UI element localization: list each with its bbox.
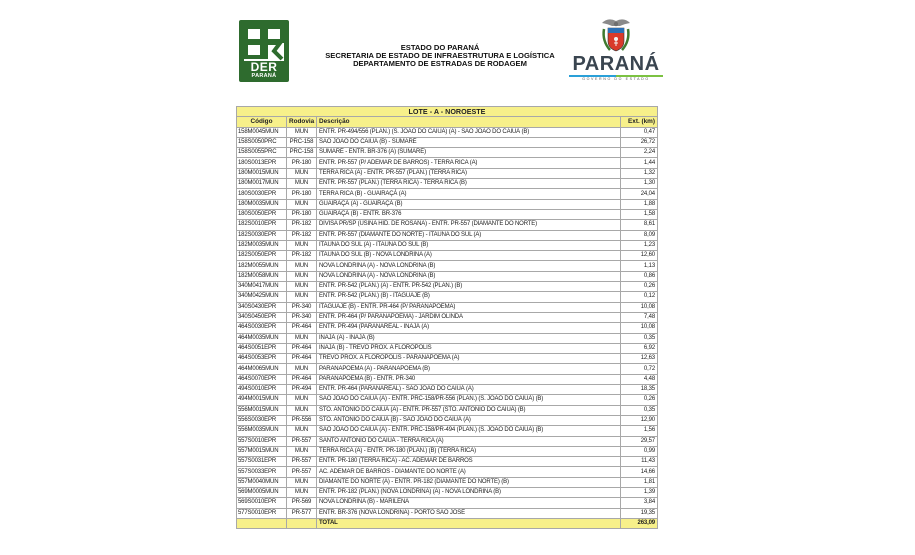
cell-codigo: 182S0010EPR — [237, 220, 287, 230]
cell-rodovia: MUN — [287, 271, 317, 281]
table-row — [237, 385, 658, 395]
cell-extensao: 1,58 — [621, 209, 658, 219]
cell-descricao: DIAMANTE DO NORTE (A) - ENTR. PR-182 (DIAMANTE DO NORTE) (B) — [317, 477, 621, 487]
cell-codigo: 557S0010EPR — [237, 436, 287, 446]
parana-government-logo — [566, 17, 666, 83]
cell-extensao: 0,35 — [621, 333, 658, 343]
cell-extensao: 11,43 — [621, 457, 658, 467]
cell-rodovia: MUN — [287, 446, 317, 456]
cell-extensao: 1,32 — [621, 168, 658, 178]
cell-descricao: TERRA RICA (A) - ENTR. PR-557 (PLAN.) (TERRA RICA) — [317, 168, 621, 178]
table-row — [237, 323, 658, 333]
cell-codigo: 158S0050PRC — [237, 137, 287, 147]
table-row — [237, 446, 658, 456]
cell-extensao: 1,56 — [621, 426, 658, 436]
cell-extensao: 26,72 — [621, 137, 658, 147]
cell-descricao: STO. ANTONIO DO CAIUÁ (B) - SÃO JOÃO DO CAIUÁ (A) — [317, 415, 621, 425]
cell-extensao: 24,04 — [621, 189, 658, 199]
cell-descricao: TREVO PRÓX. A FLORÓPOLIS - PARANAPOEMA (A) — [317, 354, 621, 364]
cell-codigo: 569M0005MUN — [237, 487, 287, 497]
cell-descricao: ENTR. PR-557 (DIAMANTE DO NORTE) - ITAÚNA DO SUL (A) — [317, 230, 621, 240]
cell-codigo: 464M0065MUN — [237, 364, 287, 374]
cell-codigo: 556M0015MUN — [237, 405, 287, 415]
cell-extensao: 1,30 — [621, 179, 658, 189]
cell-rodovia: MUN — [287, 364, 317, 374]
cell-codigo: 182S0050EPR — [237, 251, 287, 261]
cell-codigo: 180M0035MUN — [237, 199, 287, 209]
cell-extensao: 0,99 — [621, 446, 658, 456]
cell-rodovia: MUN — [287, 292, 317, 302]
cell-extensao: 0,12 — [621, 292, 658, 302]
cell-descricao: ENTR. PR-542 (PLAN.) (A) - ENTR. PR-542 (PLAN.) (B) — [317, 282, 621, 292]
cell-rodovia: PR-557 — [287, 467, 317, 477]
cell-extensao: 1,44 — [621, 158, 658, 168]
cell-descricao: ENTR. PR-182 (PLAN.) (NOVA LONDRINA) (A) - NOVA LONDRINA (B) — [317, 487, 621, 497]
cell-codigo: 340S0450EPR — [237, 312, 287, 322]
total-label: TOTAL — [317, 518, 621, 528]
cell-extensao: 10,08 — [621, 302, 658, 312]
cell-rodovia: PRC-158 — [287, 148, 317, 158]
lote-table — [236, 106, 658, 529]
cell-descricao: AC. ADEMAR DE BARROS - DIAMANTE DO NORTE (A) — [317, 467, 621, 477]
cell-extensao: 2,24 — [621, 148, 658, 158]
cell-extensao: 29,57 — [621, 436, 658, 446]
cell-codigo: 180M0015MUN — [237, 168, 287, 178]
cell-rodovia: MUN — [287, 395, 317, 405]
cell-descricao: DIVISA PR/SP (USINA HID. DE ROSANA) - ENTR. PR-557 (DIAMANTE DO NORTE) — [317, 220, 621, 230]
cell-rodovia: MUN — [287, 426, 317, 436]
cell-codigo: 556M0035MUN — [237, 426, 287, 436]
cell-codigo: 464S0070EPR — [237, 374, 287, 384]
table-row — [237, 426, 658, 436]
cell-codigo: 464S0051EPR — [237, 343, 287, 353]
der-logo-subtext: PARANÁ — [251, 73, 277, 79]
cell-rodovia: PR-494 — [287, 385, 317, 395]
header-line-department: DEPARTAMENTO DE ESTRADAS DE RODAGEM — [353, 58, 527, 68]
cell-descricao: INAJÁ (B) - TREVO PRÓX. A FLORÓPOLIS — [317, 343, 621, 353]
cell-extensao: 19,35 — [621, 508, 658, 518]
cell-descricao: ENTR. PR-180 (TERRA RICA) - AC. ADEMAR DE BARROS — [317, 457, 621, 467]
table-row — [237, 457, 658, 467]
cell-descricao: ITAÚNA DO SUL (A) - ITAÚNA DO SUL (B) — [317, 240, 621, 250]
cell-descricao: ITAGUAJÉ (B) - ENTR. PR-464 (P/ PARANAPOEMA) — [317, 302, 621, 312]
cell-rodovia: MUN — [287, 240, 317, 250]
table-row — [237, 302, 658, 312]
cell-descricao: ENTR. PR-464 (PARANAREAL) - SÃO JOÃO DO CAIUÁ (A) — [317, 385, 621, 395]
cell-rodovia: PR-340 — [287, 302, 317, 312]
table-row — [237, 127, 658, 137]
cell-extensao: 0,72 — [621, 364, 658, 374]
cell-rodovia: PR-577 — [287, 508, 317, 518]
column-header-codigo: Código — [237, 117, 287, 127]
table-row — [237, 199, 658, 209]
cell-descricao: TERRA RICA (A) - ENTR. PR-180 (PLAN.) (B) (TERRA RICA) — [317, 446, 621, 456]
table-row — [237, 405, 658, 415]
table-row — [237, 282, 658, 292]
document-header — [300, 44, 580, 67]
table-row — [237, 333, 658, 343]
cell-descricao: TERRA RICA (B) - GUAIRAÇÁ (A) — [317, 189, 621, 199]
column-header-extensao: Ext. (km) — [621, 117, 658, 127]
cell-rodovia: MUN — [287, 199, 317, 209]
cell-rodovia: PR-340 — [287, 312, 317, 322]
column-header-rodovia: Rodovia — [287, 117, 317, 127]
cell-rodovia: MUN — [287, 333, 317, 343]
table-title: LOTE - A - NOROESTE — [237, 107, 658, 117]
cell-rodovia: PR-180 — [287, 189, 317, 199]
cell-codigo: 340M0417MUN — [237, 282, 287, 292]
cell-extensao: 0,26 — [621, 395, 658, 405]
header-line-state: ESTADO DO PARANÁ — [400, 43, 480, 52]
cell-extensao: 12,60 — [621, 251, 658, 261]
cell-extensao: 4,48 — [621, 374, 658, 384]
cell-extensao: 10,08 — [621, 323, 658, 333]
table-row — [237, 343, 658, 353]
cell-codigo: 464S0030EPR — [237, 323, 287, 333]
total-empty-cell — [287, 518, 317, 528]
table-row — [237, 179, 658, 189]
cell-descricao: NOVA LONDRINA (B) - MARILENA — [317, 498, 621, 508]
column-header-descricao: Descrição — [317, 117, 621, 127]
cell-descricao: ENTR. PR-494 (PARANAREAL - INAJÁ (A) — [317, 323, 621, 333]
table-row — [237, 261, 658, 271]
cell-codigo: 577S0010EPR — [237, 508, 287, 518]
table-row — [237, 487, 658, 497]
cell-codigo: 464M0035MUN — [237, 333, 287, 343]
table-row — [237, 467, 658, 477]
cell-extensao: 1,81 — [621, 477, 658, 487]
der-br-monogram-icon — [244, 25, 284, 61]
table-row — [237, 251, 658, 261]
table-row — [237, 271, 658, 281]
cell-codigo: 557S0033EPR — [237, 467, 287, 477]
cell-descricao: ENTR. PR-494/556 (PLAN.) (S. JOÃO DO CAIUÁ) (A) - SÃO JOÃO DO CAIUÁ (B) — [317, 127, 621, 137]
cell-extensao: 1,39 — [621, 487, 658, 497]
cell-descricao: SANTO ANTONIO DO CAIUÁ - TERRA RICA (A) — [317, 436, 621, 446]
cell-rodovia: MUN — [287, 127, 317, 137]
cell-rodovia: PR-464 — [287, 354, 317, 364]
cell-extensao: 14,66 — [621, 467, 658, 477]
cell-descricao: SUMARÉ - ENTR. BR-376 (A) (SUMARÉ) — [317, 148, 621, 158]
cell-rodovia: PR-182 — [287, 251, 317, 261]
cell-codigo: 557M0040MUN — [237, 477, 287, 487]
cell-rodovia: PR-464 — [287, 323, 317, 333]
cell-codigo: 182M0055MUN — [237, 261, 287, 271]
cell-descricao: ITAÚNA DO SUL (B) - NOVA LONDRINA (A) — [317, 251, 621, 261]
cell-extensao: 0,26 — [621, 282, 658, 292]
cell-descricao: ENTR. PR-557 (P/ ADEMAR DE BARROS) - TERRA RICA (A) — [317, 158, 621, 168]
cell-extensao: 0,86 — [621, 271, 658, 281]
cell-descricao: INAJÁ (A) - INAJÁ (B) — [317, 333, 621, 343]
cell-extensao: 12,90 — [621, 415, 658, 425]
cell-descricao: SÃO JOÃO DO CAIUÁ (A) - ENTR. PRC-158/PR-494 (PLAN.) (S. JOÃO DO CAIUÁ) (B) — [317, 426, 621, 436]
cell-rodovia: PR-182 — [287, 220, 317, 230]
cell-descricao: ENTR. BR-376 (NOVA LONDRINA) - PORTO SÃO JOSÉ — [317, 508, 621, 518]
cell-descricao: NOVA LONDRINA (A) - NOVA LONDRINA (B) — [317, 261, 621, 271]
table-row — [237, 395, 658, 405]
table-header-row — [237, 117, 658, 127]
cell-codigo: 557S0031EPR — [237, 457, 287, 467]
cell-rodovia: MUN — [287, 487, 317, 497]
cell-codigo: 182M0058MUN — [237, 271, 287, 281]
cell-extensao: 0,35 — [621, 405, 658, 415]
cell-descricao: ENTR. PR-542 (PLAN.) (B) - ITAGUAJÉ (B) — [317, 292, 621, 302]
cell-codigo: 557M0015MUN — [237, 446, 287, 456]
table-row — [237, 168, 658, 178]
parana-coat-of-arms-icon — [598, 17, 634, 55]
der-logo-text: DER — [250, 60, 278, 74]
table-row — [237, 436, 658, 446]
der-parana-logo — [239, 20, 289, 82]
table-row — [237, 415, 658, 425]
table-row — [237, 158, 658, 168]
total-empty-cell — [237, 518, 287, 528]
cell-descricao: SÃO JOÃO DO CAIUÁ (A) - ENTR. PRC-158/PR-556 (PLAN.) (S. JOÃO DO CAIUÁ) (B) — [317, 395, 621, 405]
table-row — [237, 477, 658, 487]
cell-rodovia: MUN — [287, 405, 317, 415]
cell-codigo: 180M0017MUN — [237, 179, 287, 189]
cell-descricao: PARANAPOEMA (B) - ENTR. PR-340 — [317, 374, 621, 384]
cell-rodovia: MUN — [287, 282, 317, 292]
cell-extensao: 18,35 — [621, 385, 658, 395]
cell-descricao: SÃO JOÃO DO CAIUÁ (B) - SUMARÉ — [317, 137, 621, 147]
cell-descricao: GUAIRAÇÁ (A) - GUAIRAÇÁ (B) — [317, 199, 621, 209]
cell-rodovia: PR-182 — [287, 230, 317, 240]
cell-descricao: NOVA LONDRINA (A) - NOVA LONDRINA (B) — [317, 271, 621, 281]
cell-rodovia: PR-464 — [287, 343, 317, 353]
cell-codigo: 464S0053EPR — [237, 354, 287, 364]
table-row — [237, 230, 658, 240]
cell-codigo: 494M0015MUN — [237, 395, 287, 405]
cell-codigo: 494S0010EPR — [237, 385, 287, 395]
cell-codigo: 180S0030EPR — [237, 189, 287, 199]
table-row — [237, 189, 658, 199]
cell-rodovia: PR-557 — [287, 457, 317, 467]
cell-extensao: 3,84 — [621, 498, 658, 508]
cell-rodovia: PR-557 — [287, 436, 317, 446]
cell-descricao: PARANAPOEMA (A) - PARANAPOEMA (B) — [317, 364, 621, 374]
cell-rodovia: PRC-158 — [287, 137, 317, 147]
cell-extensao: 0,47 — [621, 127, 658, 137]
table-row — [237, 209, 658, 219]
cell-rodovia: MUN — [287, 168, 317, 178]
cell-codigo: 569S0010EPR — [237, 498, 287, 508]
table-row — [237, 374, 658, 384]
cell-extensao: 8,61 — [621, 220, 658, 230]
table-row — [237, 312, 658, 322]
table-row — [237, 220, 658, 230]
cell-rodovia: MUN — [287, 477, 317, 487]
cell-rodovia: PR-556 — [287, 415, 317, 425]
table-row — [237, 148, 658, 158]
cell-descricao: GUAIRAÇÁ (B) - ENTR. BR-376 — [317, 209, 621, 219]
cell-codigo: 158S0055PRC — [237, 148, 287, 158]
table-row — [237, 137, 658, 147]
cell-descricao: ENTR. PR-557 (PLAN.) (TERRA RICA) - TERRA RICA (B) — [317, 179, 621, 189]
cell-codigo: 180S0013EPR — [237, 158, 287, 168]
cell-extensao: 8,09 — [621, 230, 658, 240]
cell-descricao: ENTR. PR-464 (P/ PARANAPOEMA) - JARDIM OLINDA — [317, 312, 621, 322]
cell-extensao: 7,48 — [621, 312, 658, 322]
cell-rodovia: PR-180 — [287, 209, 317, 219]
cell-extensao: 1,88 — [621, 199, 658, 209]
cell-codigo: 158M0045MUN — [237, 127, 287, 137]
cell-extensao: 12,63 — [621, 354, 658, 364]
table-title-row — [237, 107, 658, 117]
cell-rodovia: PR-180 — [287, 158, 317, 168]
table-row — [237, 240, 658, 250]
cell-codigo: 556S0030EPR — [237, 415, 287, 425]
cell-rodovia: MUN — [287, 261, 317, 271]
table-row — [237, 508, 658, 518]
cell-extensao: 6,92 — [621, 343, 658, 353]
table-total-row — [237, 518, 658, 528]
cell-codigo: 182S0030EPR — [237, 230, 287, 240]
header-line-secretariat: SECRETARIA DE ESTADO DE INFRAESTRUTURA E LOGÍSTICA — [325, 50, 555, 60]
cell-codigo: 180S0050EPR — [237, 209, 287, 219]
cell-rodovia: PR-569 — [287, 498, 317, 508]
parana-logo-wordmark: PARANÁ — [572, 53, 660, 75]
cell-extensao: 1,13 — [621, 261, 658, 271]
parana-logo-subtext: GOVERNO DO ESTADO — [582, 77, 650, 81]
table-row — [237, 498, 658, 508]
cell-extensao: 1,23 — [621, 240, 658, 250]
table-row — [237, 292, 658, 302]
cell-codigo: 340M0425MUN — [237, 292, 287, 302]
table-row — [237, 364, 658, 374]
cell-rodovia: MUN — [287, 179, 317, 189]
table-row — [237, 354, 658, 364]
total-value: 263,09 — [621, 518, 658, 528]
cell-descricao: STO. ANTONIO DO CAIUÁ (A) - ENTR. PR-557 (STO. ANTONIO DO CAIUÁ) (B) — [317, 405, 621, 415]
cell-codigo: 340S0430EPR — [237, 302, 287, 312]
cell-codigo: 182M0035MUN — [237, 240, 287, 250]
cell-rodovia: PR-464 — [287, 374, 317, 384]
